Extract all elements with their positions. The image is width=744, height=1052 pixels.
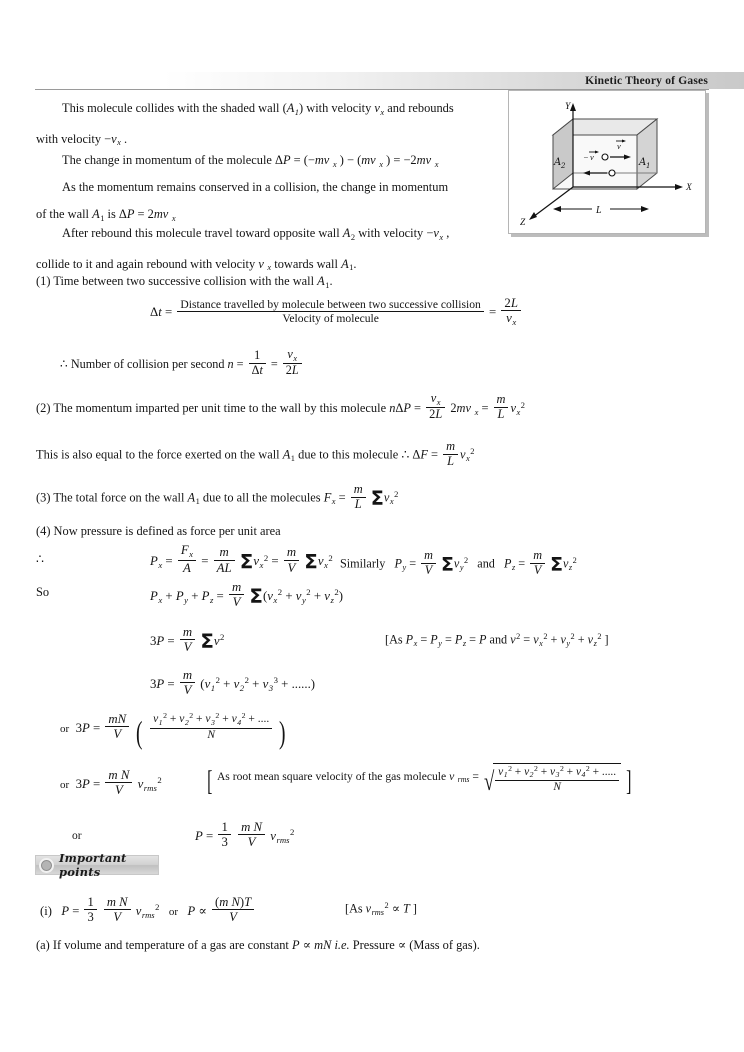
point-a-ie: i.e. bbox=[334, 938, 350, 952]
force-statement-line: This is also equal to the force exerted on the wall $A_1$ due to this molecule ∴ ΔF = $\frac{m}{L}$ $v_x^2$ bbox=[36, 439, 475, 468]
so-label: So bbox=[36, 585, 50, 599]
figure-axis-x-label: X bbox=[686, 183, 692, 193]
or-label-2: or bbox=[60, 778, 70, 791]
para1-text-b: with velocity bbox=[306, 101, 372, 115]
force-line-text-b: due to this molecule bbox=[298, 447, 399, 462]
equation-sum-pressures: $P_x + P_y + P_z$ = $\frac{m}{V}$ $\Sigma(v_x^2 + v_y^2 + v_z^2)$ bbox=[150, 580, 343, 610]
equation-3p-rms: or 3P = $\frac{\text{m N}}{V}$ $v_{rms}^2$ bbox=[60, 768, 162, 798]
or-label-4: or bbox=[168, 905, 179, 918]
figure-axis-z-label: Z bbox=[520, 218, 526, 228]
para3-text-c: is bbox=[107, 207, 116, 221]
para4-text-d: towards wall bbox=[274, 256, 338, 271]
item3-text-b: due to all the molecules bbox=[202, 490, 321, 505]
bracket-note-rms-definition: [ As root mean square velocity of the gas molecule v $_{rms}$ = √ $\frac{v_1^2 + v_2^2 + v_3^2 + v_4^2 + .....}{N}$ ] bbox=[207, 764, 632, 798]
item-1-heading: (1) Time between two successive collision with the wall $A_1$. bbox=[36, 274, 333, 290]
figure-axis-y-label: Y bbox=[565, 102, 571, 112]
equation-3p-mean: or 3P = $\frac{mN}{V}$ ( $\frac{v_1^2 + v_2^2 + v_3^2 + v_4^2 + ....}{N}$ ) bbox=[60, 711, 286, 750]
item-2-line: (2) The momentum imparted per unit time to the wall by this molecule nΔP = $\frac{v_x}{2L}$ 2mv $_x$ = $\frac{m}{L}$ $v_x^2$ bbox=[36, 391, 525, 422]
or-label-1: or bbox=[60, 722, 70, 735]
point-a-text: (a) If volume and temperature of a gas are constant bbox=[36, 938, 289, 952]
para2-text: The change in momentum of the molecule bbox=[62, 153, 272, 167]
item3-text-a: (3) The total force on the wall bbox=[36, 490, 185, 505]
svg-text:v: v bbox=[590, 152, 594, 162]
page-title: Kinetic Theory of Gases bbox=[585, 74, 708, 87]
para1-text-d: with velocity bbox=[36, 131, 102, 146]
as-label-2: As bbox=[349, 901, 363, 916]
point-a-end: Pressure bbox=[352, 938, 395, 952]
paragraph-conservation: As the momentum remains conserved in a collision, the change in momentum of the wall $A_1$ is ΔP = 2mv $_x$ bbox=[36, 180, 449, 223]
point-i-label: (i) bbox=[40, 903, 52, 918]
svg-text:v: v bbox=[617, 141, 621, 151]
equation-3p-expanded: 3P = $\frac{m}{V}$ ($v_1^2 + v_2^2 + v_3^3$ + ......) bbox=[150, 668, 316, 698]
rms-note-text: As root mean square velocity of the gas molecule bbox=[216, 769, 447, 783]
para1-text-c: and rebounds bbox=[387, 101, 454, 115]
and-label-2: and bbox=[489, 632, 508, 647]
figure-length-label: L bbox=[596, 205, 602, 216]
bracket-note-rms-temp: [As $v_{rms}^2 \propto T$ ] bbox=[345, 901, 417, 917]
equation-py-pz: Similarly $P_y$ = $\frac{m}{V}$ $\Sigma v_y^2$ and $P_z$ = $\frac{m}{V}$ $\Sigma v_z^2$ bbox=[340, 548, 577, 577]
para1-text-a: This molecule collides with the shaded wall bbox=[62, 101, 280, 115]
paragraph-collision: This molecule collides with the shaded wall $(A_1)$ with velocity $v_x$ and rebounds with velocity $-v_x$ . bbox=[36, 101, 454, 148]
equation-collisions-per-second: ∴ Number of collision per second n = $\frac{1}{\Delta t}$ = $\frac{v_x}{2L}$ bbox=[60, 348, 304, 378]
item-4-heading bbox=[36, 518, 536, 545]
bracket-note-equal-pressures: [As $P_x = P_y = P_z = P$ and $v^2 = v_x^2 + v_y^2 + v_z^2$ ] bbox=[385, 632, 609, 648]
or-label-3: or bbox=[72, 830, 82, 842]
and-label: and bbox=[477, 556, 495, 571]
para3-text-b: of the wall bbox=[36, 207, 89, 221]
paragraph-momentum-change: The change in momentum of the molecule ΔP = (−mv $_x$ ) − (mv $_x$ ) = −2mv $_x$ bbox=[62, 153, 439, 169]
eq-dt-numerator: Distance travelled by molecule between two successive collision bbox=[177, 298, 483, 312]
eq-dt-denominator: Velocity of molecule bbox=[282, 311, 379, 325]
item-3-line: (3) The total force on the wall $A_1$ due to all the molecules $F_x$ = $\frac{m}{L}$ $\Sigma v_x^2$ bbox=[36, 482, 399, 511]
equation-px: $P_x$ = $\frac{F_x}{A}$ = $\frac{m}{AL}$ $\Sigma v_x^2$ = $\frac{m}{V}$ $\Sigma v_x^2$ bbox=[150, 543, 333, 575]
as-label-1: As bbox=[389, 632, 403, 647]
point-a-tail: (Mass of gas). bbox=[409, 938, 480, 952]
point-a-line: (a) If volume and temperature of a gas are constant P ∝ mN i.e. Pressure ∝ (Mass of gas). bbox=[36, 938, 480, 952]
para4-text-c: collide to it and again rebound with velocity bbox=[36, 256, 256, 271]
svg-text:1: 1 bbox=[646, 162, 651, 170]
para3-text-a: As the momentum remains conserved in a collision, the change in momentum bbox=[62, 180, 449, 194]
equation-delta-t: Δt = Distance travelled by molecule between two successive collision Velocity of molecule = $\frac{2L}{v_x}$ bbox=[150, 296, 523, 328]
para4-text-b: with velocity bbox=[358, 226, 424, 240]
item1-text: (1) Time between two successive collision with the wall bbox=[36, 274, 315, 288]
force-line-text-a: This is also equal to the force exerted on the wall bbox=[36, 447, 280, 462]
cube-diagram-figure bbox=[508, 90, 706, 234]
para4-text-a: After rebound this molecule travel toward opposite wall bbox=[62, 226, 340, 240]
svg-text:A: A bbox=[639, 157, 647, 168]
svg-text:−: − bbox=[583, 152, 589, 162]
bullet-ring-icon bbox=[39, 858, 54, 873]
equation-3p-sum: 3P = $\frac{m}{V}$ $\Sigma v^2$ bbox=[150, 625, 225, 655]
paragraph-rebound: After rebound this molecule travel toward opposite wall $A_2$ with velocity $-v_x$ , collide to it and again rebound with velocity v $_x$ towards wall $A_1$. bbox=[36, 226, 450, 273]
important-points-label: Important points bbox=[59, 851, 127, 879]
important-points-badge bbox=[36, 851, 158, 879]
svg-text:A: A bbox=[554, 157, 562, 168]
therefore-symbol-px: ∴ bbox=[36, 552, 44, 566]
collisions-label: Number of collision per second bbox=[70, 356, 225, 371]
svg-text:2: 2 bbox=[561, 162, 566, 170]
item2-text: (2) The momentum imparted per unit time to the wall by this molecule bbox=[36, 400, 387, 415]
page-header bbox=[0, 72, 744, 89]
item4-text: (4) Now pressure is defined as force per unit area bbox=[36, 524, 281, 538]
similarly-label: Similarly bbox=[340, 556, 386, 571]
point-i-equation: (i) P = $\frac{1}{3}$ $\frac{\text{m N}}{V}$ $v_{rms}^2$ or P ∝ $\frac{\text{(m N)T}}{V}$ bbox=[40, 895, 256, 924]
cube-diagram-svg bbox=[509, 91, 703, 231]
equation-pressure-final: P = $\frac{1}{3}$ $\frac{\text{m N}}{V}$ $v_{rms}^2$ bbox=[195, 820, 295, 850]
